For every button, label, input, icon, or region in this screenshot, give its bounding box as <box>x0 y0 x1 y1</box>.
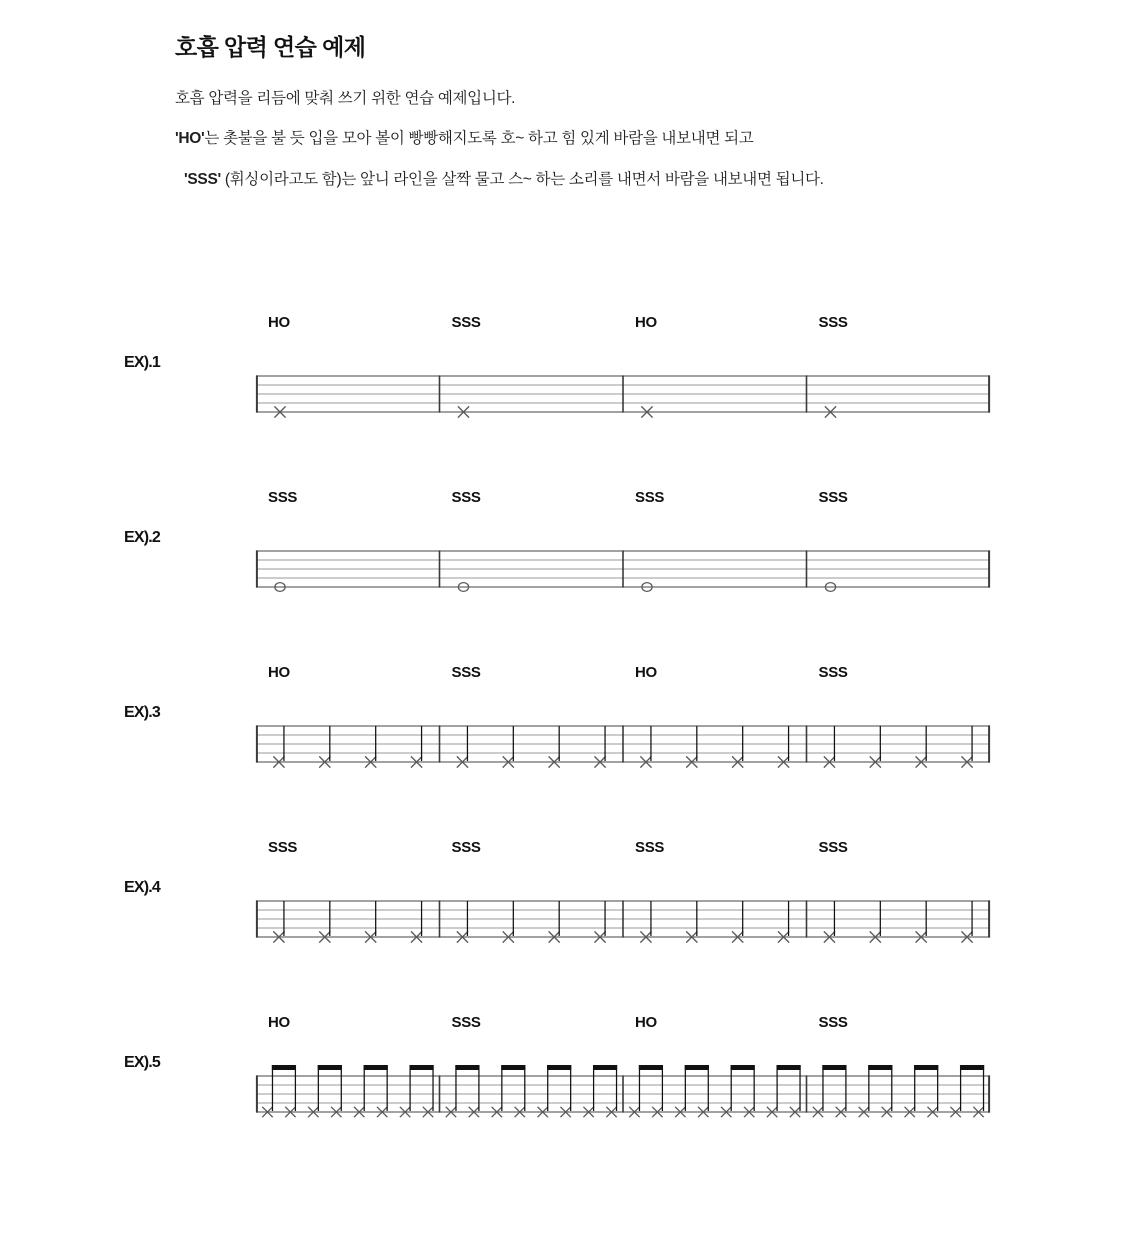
beam <box>593 1065 617 1070</box>
example-block <box>0 1006 1122 1181</box>
articulation-label: SSS <box>635 489 665 506</box>
music-staff <box>256 698 990 736</box>
beam <box>501 1065 525 1070</box>
staff-graphic <box>256 523 990 585</box>
articulation-label: SSS <box>818 664 848 681</box>
articulation-label: SSS <box>451 664 481 681</box>
beam <box>914 1065 938 1070</box>
staff-graphic <box>256 873 990 935</box>
beam <box>272 1065 296 1070</box>
intro-line-2 <box>175 128 1075 150</box>
articulation-row <box>256 314 990 340</box>
beam <box>731 1065 755 1070</box>
beam <box>547 1065 571 1070</box>
articulation-row <box>256 489 990 515</box>
music-staff <box>256 873 990 911</box>
beam <box>776 1065 800 1070</box>
beam <box>960 1065 984 1070</box>
articulation-label: HO <box>268 1014 290 1031</box>
articulation-row <box>256 839 990 865</box>
beam <box>318 1065 342 1070</box>
intro-paragraphs <box>175 88 1075 191</box>
beam <box>685 1065 709 1070</box>
articulation-label: SSS <box>451 489 481 506</box>
beam <box>868 1065 892 1070</box>
beam <box>639 1065 663 1070</box>
articulation-label: HO <box>268 314 290 331</box>
articulation-label: SSS <box>451 314 481 331</box>
articulation-label: HO <box>635 664 657 681</box>
intro-text: 는 촛불을 불 듯 입을 모아 볼이 빵빵해지도록 호~ 하고 힘 있게 바람을 내보내면 되고 <box>204 130 754 148</box>
beam <box>364 1065 388 1070</box>
staff-graphic <box>256 1048 990 1110</box>
example-label: EX).1 <box>124 354 161 371</box>
beam <box>455 1065 479 1070</box>
intro-text: 호흡 압력을 리듬에 맞춰 쓰기 위한 연습 예제입니다. <box>175 89 516 107</box>
articulation-row <box>256 664 990 690</box>
articulation-label: SSS <box>818 489 848 506</box>
example-block <box>0 831 1122 1006</box>
articulation-label: SSS <box>451 1014 481 1031</box>
staff-graphic <box>256 348 990 410</box>
beam <box>822 1065 846 1070</box>
examples-list <box>0 306 1122 1181</box>
intro-line-1 <box>175 88 1075 110</box>
articulation-label: HO <box>635 1014 657 1031</box>
intro-term: 'HO' <box>175 130 205 148</box>
articulation-label: SSS <box>451 839 481 856</box>
articulation-label: HO <box>635 314 657 331</box>
example-label: EX).4 <box>124 879 161 896</box>
music-staff <box>256 1048 990 1086</box>
articulation-label: SSS <box>818 1014 848 1031</box>
example-block <box>0 656 1122 831</box>
intro-term: 'SSS' <box>184 170 221 188</box>
music-staff <box>256 523 990 561</box>
page-title: 호흡 압력 연습 예제 <box>175 34 366 60</box>
example-label: EX).3 <box>124 704 161 721</box>
intro-line-3 <box>175 169 1075 191</box>
articulation-label: SSS <box>818 839 848 856</box>
articulation-label: HO <box>268 664 290 681</box>
example-label: EX).5 <box>124 1054 161 1071</box>
staff-graphic <box>256 698 990 760</box>
example-label: EX).2 <box>124 529 161 546</box>
music-staff <box>256 348 990 386</box>
articulation-label: SSS <box>268 489 298 506</box>
beam <box>409 1065 433 1070</box>
articulation-row <box>256 1014 990 1040</box>
articulation-label: SSS <box>268 839 298 856</box>
intro-text: (휘싱이라고도 함)는 앞니 라인을 살짝 물고 스~ 하는 소리를 내면서 바람을 내보내면 됩니다. <box>220 170 824 188</box>
example-block <box>0 481 1122 656</box>
intro-section <box>175 34 1075 209</box>
articulation-label: SSS <box>635 839 665 856</box>
example-block <box>0 306 1122 481</box>
articulation-label: SSS <box>818 314 848 331</box>
